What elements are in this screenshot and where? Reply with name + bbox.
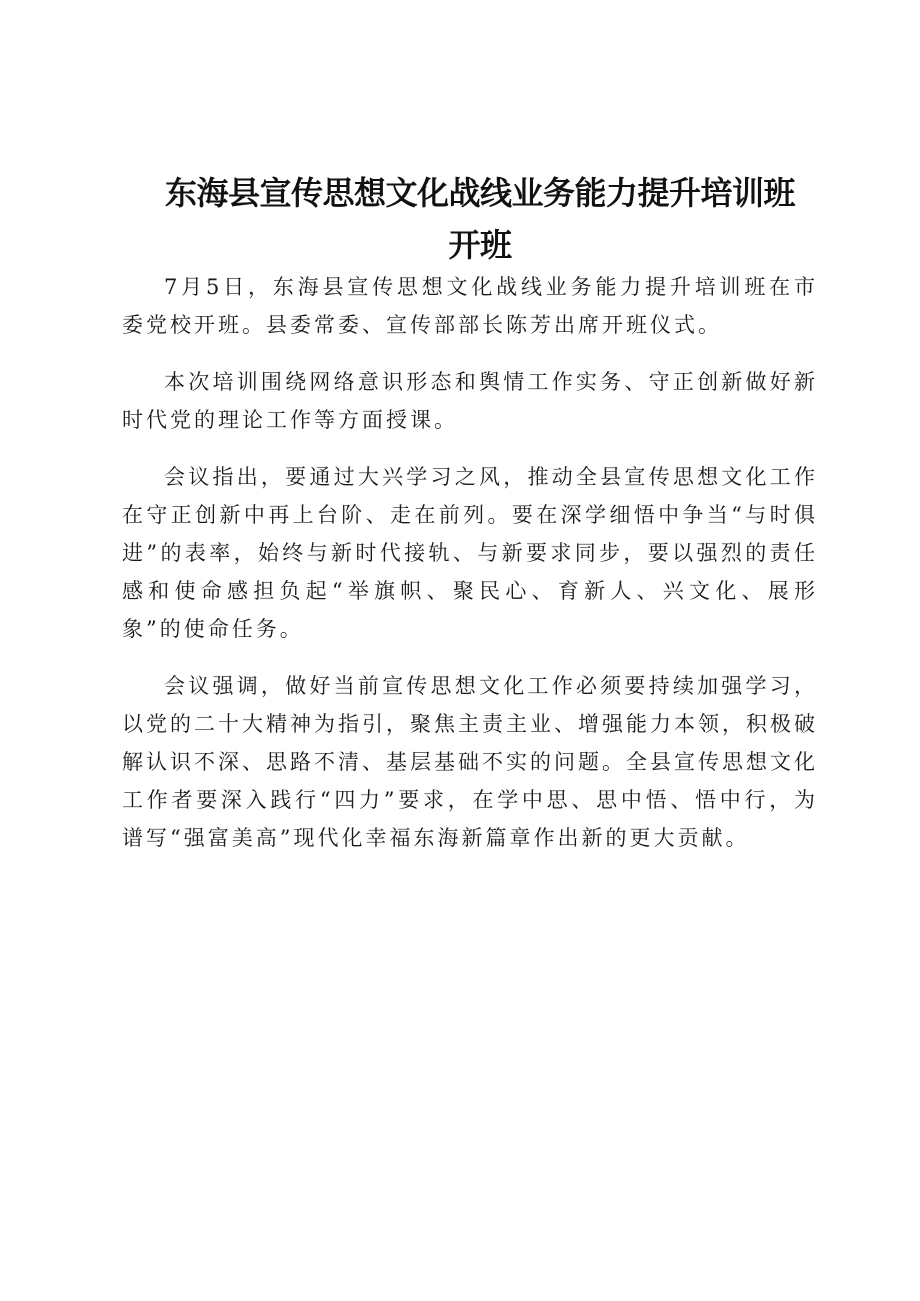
paragraph-meeting-points: 会议指出，要通过大兴学习之风，推动全县宣传思想文化工作在守正创新中再上台阶、走在前列。要在深学细悟中争当“与时俱进”的表率，始终与新时代接轨、与新要求同步，要以强烈的责任感和使命感担负起“举旗帜、聚民心、育新人、兴文化、展形象”的使命任务。 — [122, 465, 818, 641]
paragraph-training-content: 本次培训围绕网络意识形态和舆情工作实务、守正创新做好新时代党的理论工作等方面授课。 — [122, 370, 818, 432]
paragraph-meeting-emphasis: 会议强调，做好当前宣传思想文化工作必须要持续加强学习，以党的二十大精神为指引，聚焦主责主业、增强能力本领，积极破解认识不深、思路不清、基层基础不实的问题。全县宣传思想文化工作者要深入践行“四力”要求，在学中思、思中悟、悟中行，为谱写“强富美高”现代化幸福东海新篇章作出新的更大贡献。 — [122, 674, 818, 850]
paragraph-opening: 7月5日，东海县宣传思想文化战线业务能力提升培训班在市委党校开班。县委常委、宣传部部长陈芳出席开班仪式。 — [122, 275, 818, 337]
document-title-line2: 开班 — [448, 226, 512, 264]
document-body — [122, 268, 818, 857]
document-title-line1: 东海县宣传思想文化战线业务能力提升培训班 — [164, 174, 795, 212]
